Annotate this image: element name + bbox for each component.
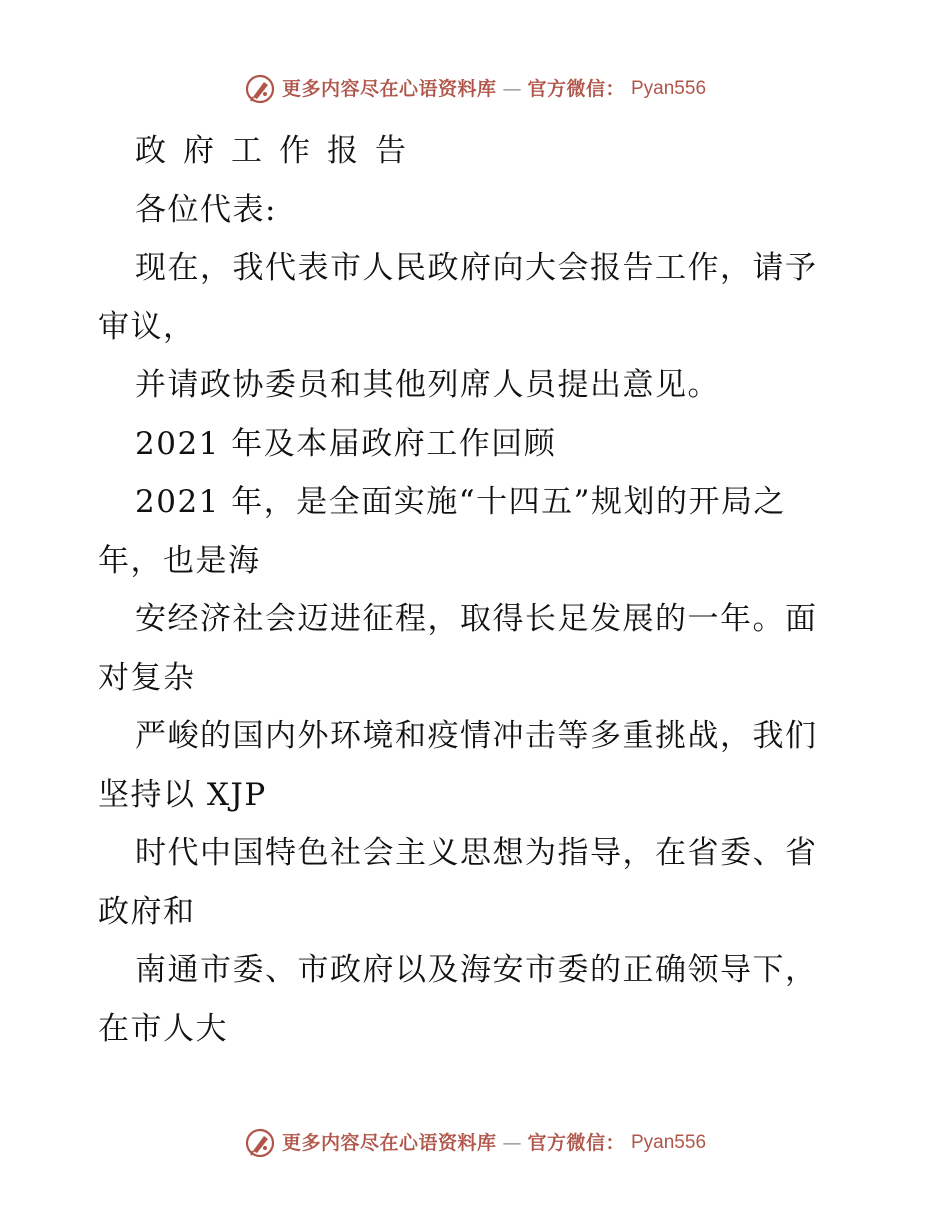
document-line: 各位代表: xyxy=(135,191,277,228)
footer-watermark xyxy=(0,1127,950,1159)
watermark-official-label: 官方微信： xyxy=(527,78,625,100)
watermark-official-label: 官方微信： xyxy=(527,1132,625,1154)
quill-pen-logo-icon xyxy=(244,73,276,105)
document-title: 政府工作报告 xyxy=(135,133,423,169)
watermark-account: Pyan556 xyxy=(631,1132,707,1153)
document-line: 年，也是海 xyxy=(98,542,261,579)
document-line: 时代中国特色社会主义思想为指导，在省委、省 xyxy=(135,835,818,871)
document-line: 并请政协委员和其他列席人员提出意见。 xyxy=(135,367,720,403)
document-line: 政府和 xyxy=(98,893,196,930)
watermark-main-text: 更多内容尽在心语资料库 xyxy=(281,78,497,100)
document-line: 在市人大 xyxy=(98,1010,228,1047)
header-watermark xyxy=(0,73,950,105)
document-line: 审议， xyxy=(98,308,196,345)
quill-pen-logo-icon xyxy=(244,1127,276,1159)
watermark-account: Pyan556 xyxy=(631,78,707,99)
watermark-separator: — xyxy=(502,78,522,100)
watermark-separator: — xyxy=(502,1132,522,1154)
document-body xyxy=(98,122,858,1058)
document-line: 2021 年，是全面实施“十四五”规划的开局之 xyxy=(135,484,786,520)
document-line: 严峻的国内外环境和疫情冲击等多重挑战，我们 xyxy=(135,718,818,754)
document-line: 南通市委、市政府以及海安市委的正确领导下， xyxy=(135,952,818,988)
document-line: 坚持以 XJP xyxy=(98,776,267,813)
document-line: 对复杂 xyxy=(98,659,196,696)
document-line: 安经济社会迈进征程，取得长足发展的一年。面 xyxy=(135,601,818,637)
document-line: 2021 年及本届政府工作回顾 xyxy=(135,425,557,462)
document-line: 现在，我代表市人民政府向大会报告工作，请予 xyxy=(135,250,818,286)
watermark-main-text: 更多内容尽在心语资料库 xyxy=(281,1132,497,1154)
